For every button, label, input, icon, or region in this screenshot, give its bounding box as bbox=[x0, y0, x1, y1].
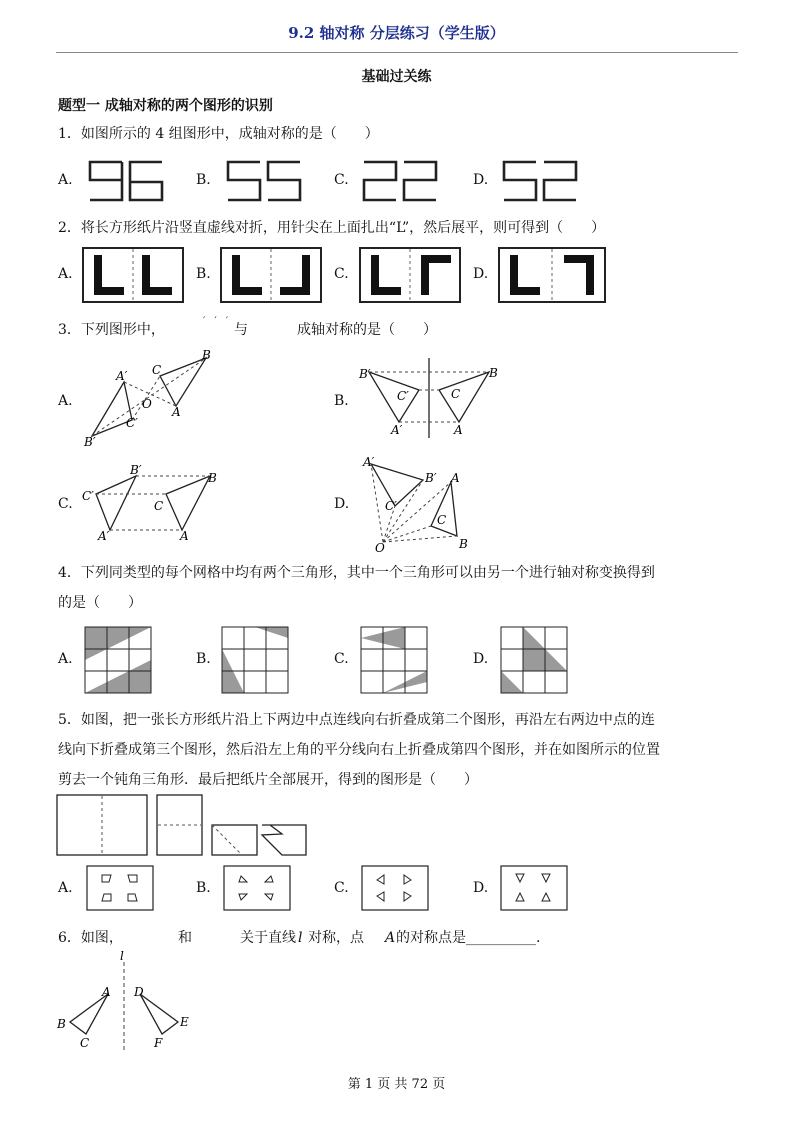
q5-folding-steps-figure bbox=[56, 794, 316, 858]
q4-grid-c bbox=[360, 626, 430, 694]
question-6-text-c: 关于直线 bbox=[240, 930, 296, 946]
question-3-text-mid: 与 bbox=[234, 322, 248, 338]
q3b-label-C: C bbox=[451, 387, 461, 401]
q2-option-c-label[interactable]: C. bbox=[334, 266, 349, 282]
q6-label-F: F bbox=[154, 1036, 163, 1050]
question-5-text-line1: 5．如图，把一张长方形纸片沿上下两边中点连线向右折叠成第二个图形，再沿左右两边中点的连 bbox=[58, 712, 655, 728]
q5-option-a-label[interactable]: A. bbox=[58, 880, 73, 896]
q1-option-c-label[interactable]: C. bbox=[334, 172, 349, 188]
q5-figure-a bbox=[86, 865, 156, 913]
q4-grid-b bbox=[221, 626, 291, 694]
question-type-heading: 题型一 成轴对称的两个图形的识别 bbox=[58, 98, 273, 114]
question-3-text-start: 3．下列图形中， bbox=[58, 322, 165, 338]
q4-option-d-label[interactable]: D. bbox=[473, 651, 489, 667]
section-title: 基础过关练 bbox=[361, 69, 432, 85]
q3c-label-B1: B′ bbox=[130, 463, 142, 477]
q2-figure-b bbox=[220, 247, 322, 303]
q5-option-d-label[interactable]: D. bbox=[473, 880, 489, 896]
q2-figure-d bbox=[498, 247, 606, 303]
q3a-label-C1: C′ bbox=[126, 416, 138, 430]
q2-option-a-label[interactable]: A. bbox=[58, 266, 73, 282]
q2-option-d-label[interactable]: D. bbox=[473, 266, 489, 282]
question-5-text-line3: 剪去一个钝角三角形．最后把纸片全部展开，得到的图形是（ ） bbox=[58, 772, 478, 788]
q3c-label-A: A bbox=[180, 529, 189, 540]
question-2-text: 2．将长方形纸片沿竖直虚线对折，用针尖在上面扎出“L”，然后展平，则可得到（ ） bbox=[58, 220, 606, 236]
page-footer: 第 1 页 共 72 页 bbox=[347, 1077, 446, 1092]
question-6-text-b: 和 bbox=[178, 930, 192, 946]
question-6-text-d: 对称，点 bbox=[308, 930, 364, 946]
question-4-text-line1: 4．下列同类型的每个网格中均有两个三角形，其中一个三角形可以由另一个进行轴对称变换得到 bbox=[58, 565, 655, 581]
q2-figure-a bbox=[82, 247, 184, 303]
question-3-text-end: 成轴对称的是（ ） bbox=[297, 322, 437, 338]
q3-figure-b bbox=[355, 356, 505, 441]
q4-option-b-label[interactable]: B. bbox=[196, 651, 211, 667]
q1-option-d-label[interactable]: D. bbox=[473, 172, 489, 188]
q3a-label-A1: A′ bbox=[116, 369, 128, 383]
q5-figure-d bbox=[500, 865, 570, 913]
q5-figure-b bbox=[223, 865, 293, 913]
q3a-label-A: A bbox=[172, 405, 181, 419]
q3c-label-C: C bbox=[154, 499, 164, 513]
q2-option-b-label[interactable]: B. bbox=[196, 266, 211, 282]
q6-label-D: D bbox=[134, 985, 144, 999]
q3d-label-C1: C′ bbox=[385, 499, 397, 513]
q3c-label-C1: C′ bbox=[82, 489, 94, 503]
q1-figure-a bbox=[86, 158, 168, 204]
q3d-label-A: A bbox=[451, 471, 460, 485]
q4-grid-a bbox=[84, 626, 154, 694]
question-4-text-line2: 的是（ ） bbox=[58, 595, 142, 611]
question-6-text-a: 6．如图， bbox=[58, 930, 123, 946]
q4-option-c-label[interactable]: C. bbox=[334, 651, 349, 667]
q6-label-A: A bbox=[102, 985, 111, 999]
q3a-label-B: B bbox=[202, 348, 211, 362]
question-1-text: 1．如图所示的 4 组图形中，成轴对称的是（ ） bbox=[58, 126, 379, 142]
q3b-label-A: A bbox=[454, 423, 463, 437]
q6-label-E: E bbox=[180, 1015, 189, 1029]
question-6-line-name: l bbox=[298, 930, 303, 946]
q3-figure-c bbox=[80, 460, 230, 540]
q5-option-c-label[interactable]: C. bbox=[334, 880, 349, 896]
header-rule bbox=[56, 52, 738, 53]
q3d-label-C: C bbox=[437, 513, 447, 527]
q1-figure-b bbox=[224, 158, 306, 204]
q4-option-a-label[interactable]: A. bbox=[58, 651, 73, 667]
q3b-label-B1: B′ bbox=[359, 367, 371, 381]
question-3-prime-marks: ′ ′ ′ bbox=[203, 316, 232, 327]
q3c-label-B: B bbox=[208, 471, 217, 485]
q3b-label-C1: C′ bbox=[397, 389, 409, 403]
q3d-label-B: B bbox=[459, 537, 468, 551]
question-6-text-e[interactable]: 的对称点是__________. bbox=[396, 930, 541, 946]
q3b-label-A1: A′ bbox=[391, 423, 403, 437]
q5-option-b-label[interactable]: B. bbox=[196, 880, 211, 896]
q1-option-a-label[interactable]: A. bbox=[58, 172, 73, 188]
q3-option-b-label[interactable]: B. bbox=[334, 393, 349, 409]
page-header-title: 9.2 轴对称 分层练习（学生版） bbox=[288, 24, 505, 42]
question-6-point: A bbox=[385, 930, 396, 946]
q3d-label-A1: A′ bbox=[363, 455, 375, 469]
q3-option-d-label[interactable]: D. bbox=[334, 496, 350, 512]
q3b-label-B: B bbox=[489, 366, 498, 380]
q6-label-B: B bbox=[57, 1017, 66, 1031]
q6-label-C: C bbox=[80, 1036, 90, 1050]
q1-figure-c bbox=[360, 158, 442, 204]
q3-option-c-label[interactable]: C. bbox=[58, 496, 73, 512]
q3a-label-C: C bbox=[152, 363, 162, 377]
q6-label-l: l bbox=[120, 950, 124, 963]
q5-figure-c bbox=[361, 865, 431, 913]
q3c-label-A1: A′ bbox=[98, 529, 110, 540]
q6-figure bbox=[54, 950, 204, 1054]
q2-figure-c bbox=[359, 247, 461, 303]
q3d-label-B1: B′ bbox=[425, 471, 437, 485]
q3-figure-a bbox=[80, 348, 230, 448]
q1-option-b-label[interactable]: B. bbox=[196, 172, 211, 188]
q3a-label-B1: B′ bbox=[84, 435, 96, 448]
q4-grid-d bbox=[500, 626, 570, 694]
q3-figure-d bbox=[355, 454, 485, 554]
q3-option-a-label[interactable]: A. bbox=[58, 393, 73, 409]
q3d-label-O: O bbox=[375, 541, 385, 554]
q1-figure-d bbox=[500, 158, 582, 204]
question-5-text-line2: 线向下折叠成第三个图形，然后沿左上角的平分线向右上折叠成第四个图形，并在如图所示的位置 bbox=[58, 742, 660, 758]
q3a-label-O: O bbox=[142, 397, 152, 411]
